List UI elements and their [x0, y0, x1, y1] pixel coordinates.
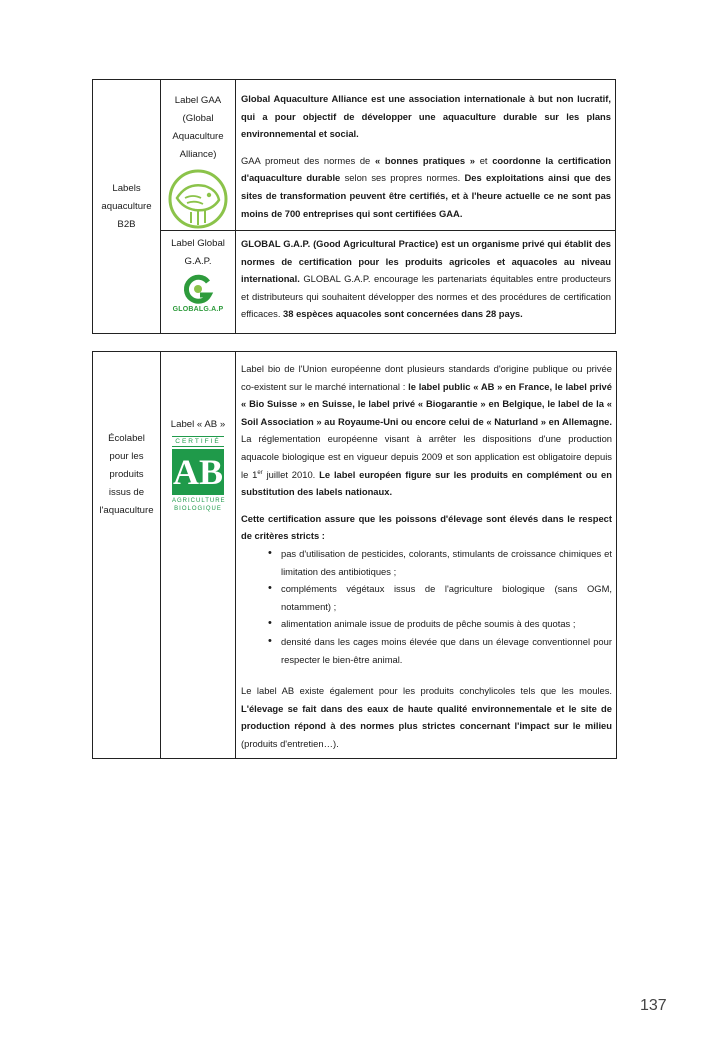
- label-name: Label « AB »: [170, 419, 226, 430]
- label-name-line: Alliance): [179, 149, 217, 160]
- label-name-line: Aquaculture: [172, 131, 224, 142]
- category-line: pour les: [109, 451, 144, 462]
- list-item: • alimentation animale issue de produits de pêche soumis à des quotas ;: [268, 615, 612, 633]
- label-cell-ab: [161, 352, 236, 759]
- ab-logo: [172, 436, 224, 513]
- gaa-paragraph: GAA promeut des normes de « bonnes pratiques » et coordonne la certification d'aquaculture durable selon ses propres normes. Des exploitations ainsi que des sites de transformation peuvent être certifiés, et à l'heure actuelle ce ne sont pas moins de 700 entreprises qui sont certifiées GAA.: [241, 154, 612, 219]
- globalgap-paragraph: GLOBAL G.A.P. (Good Agricultural Practice) est un organisme privé qui établit des normes de certification pour les produits agricoles et aquacoles au niveau international. GLOBAL G.A.P. encourage les partenariats équitables entre producteurs et distributeurs qui souhaitent développer des normes et des procédures de certification efficaces. 38 espèces aquacoles sont concernées dans 28 pays.: [241, 238, 611, 320]
- category-line: Écolabel: [108, 433, 145, 444]
- ab-logo-mark: AB: [172, 449, 224, 495]
- category-line: Labels: [112, 182, 141, 194]
- description-cell-globalgap: [236, 231, 616, 334]
- globalgap-logo: [178, 273, 218, 305]
- label-cell-globalgap: [161, 231, 236, 334]
- category-line: produits: [109, 469, 144, 480]
- ab-logo-bottom2: BIOLOGIQUE: [174, 506, 222, 512]
- label-cell-gaa: [161, 80, 236, 231]
- ab-logo-top: CERTIFIÉ: [172, 436, 224, 447]
- ecolabel-table: [92, 351, 617, 759]
- table-row: [93, 352, 617, 759]
- table-row: [93, 80, 616, 231]
- ab-paragraph-1: Label bio de l'Union européenne dont plusieurs standards d'origine publique ou privée co-existent sur le marché international : le label public « AB » en France, le label privé « Bio Suisse » en Suisse, le label privé « Biogarantie » en Belgique, le label de la « Soil Association » au Royaume-Uni ou encore celui de « Naturland » en Allemagne. La réglementation européenne visant à arrêter les dispositions d'une production aquacole biologique est en vigueur depuis 2009 et son application est obligatoire depuis le 1er juillet 2010. Le label européen figure sur les produits en complément ou en substitution des labels nationaux.: [241, 363, 612, 498]
- category-line: B2B: [117, 218, 136, 230]
- ab-logo-bottom1: AGRICULTURE: [172, 498, 226, 504]
- description-cell-ab: [236, 352, 617, 759]
- criteria-list: [241, 545, 612, 668]
- label-name-line: Label GAA: [174, 95, 222, 106]
- ab-paragraph-2: Cette certification assure que les poissons d'élevage sont élevés dans le respect de critères stricts :: [241, 512, 612, 542]
- ab-paragraph-3: Le label AB existe également pour les produits conchylicoles tels que les moules. L'élevage se fait dans des eaux de haute qualité environnementale et le site de production répond à des normes plus strictes concernant l'impact sur le milieu (produits d'entretien…).: [241, 685, 612, 749]
- label-name-line: Label Global: [171, 238, 225, 249]
- globalgap-logo-text: GLOBALG.A.P: [172, 306, 224, 313]
- label-name-line: (Global: [182, 113, 214, 124]
- description-cell-gaa: [236, 80, 616, 231]
- category-line: aquaculture: [101, 200, 152, 212]
- table-row: [93, 231, 616, 334]
- label-name-line: G.A.P.: [184, 256, 212, 267]
- category-cell: [93, 352, 161, 759]
- category-cell: [93, 80, 161, 334]
- gaa-intro: Global Aquaculture Alliance est une association internationale à but non lucratif, qui a pour objectif de développer une aquaculture durable sur les plans environnemental et social.: [241, 93, 611, 140]
- category-line: issus de: [108, 487, 145, 498]
- list-item: • compléments végétaux issus de l'agriculture biologique (sans OGM, notamment) ;: [268, 580, 612, 615]
- gaa-fish-logo: [165, 168, 231, 230]
- list-item: • pas d'utilisation de pesticides, colorants, stimulants de croissance chimiques et limitation des antibiotiques ;: [268, 545, 612, 580]
- list-item: • densité dans les cages moins élevée que dans un élevage conventionnel pour respecter le bien-être animal.: [268, 633, 612, 668]
- page-number: 137: [640, 997, 667, 1014]
- category-line: l'aquaculture: [99, 505, 154, 516]
- labels-b2b-table: [92, 79, 616, 334]
